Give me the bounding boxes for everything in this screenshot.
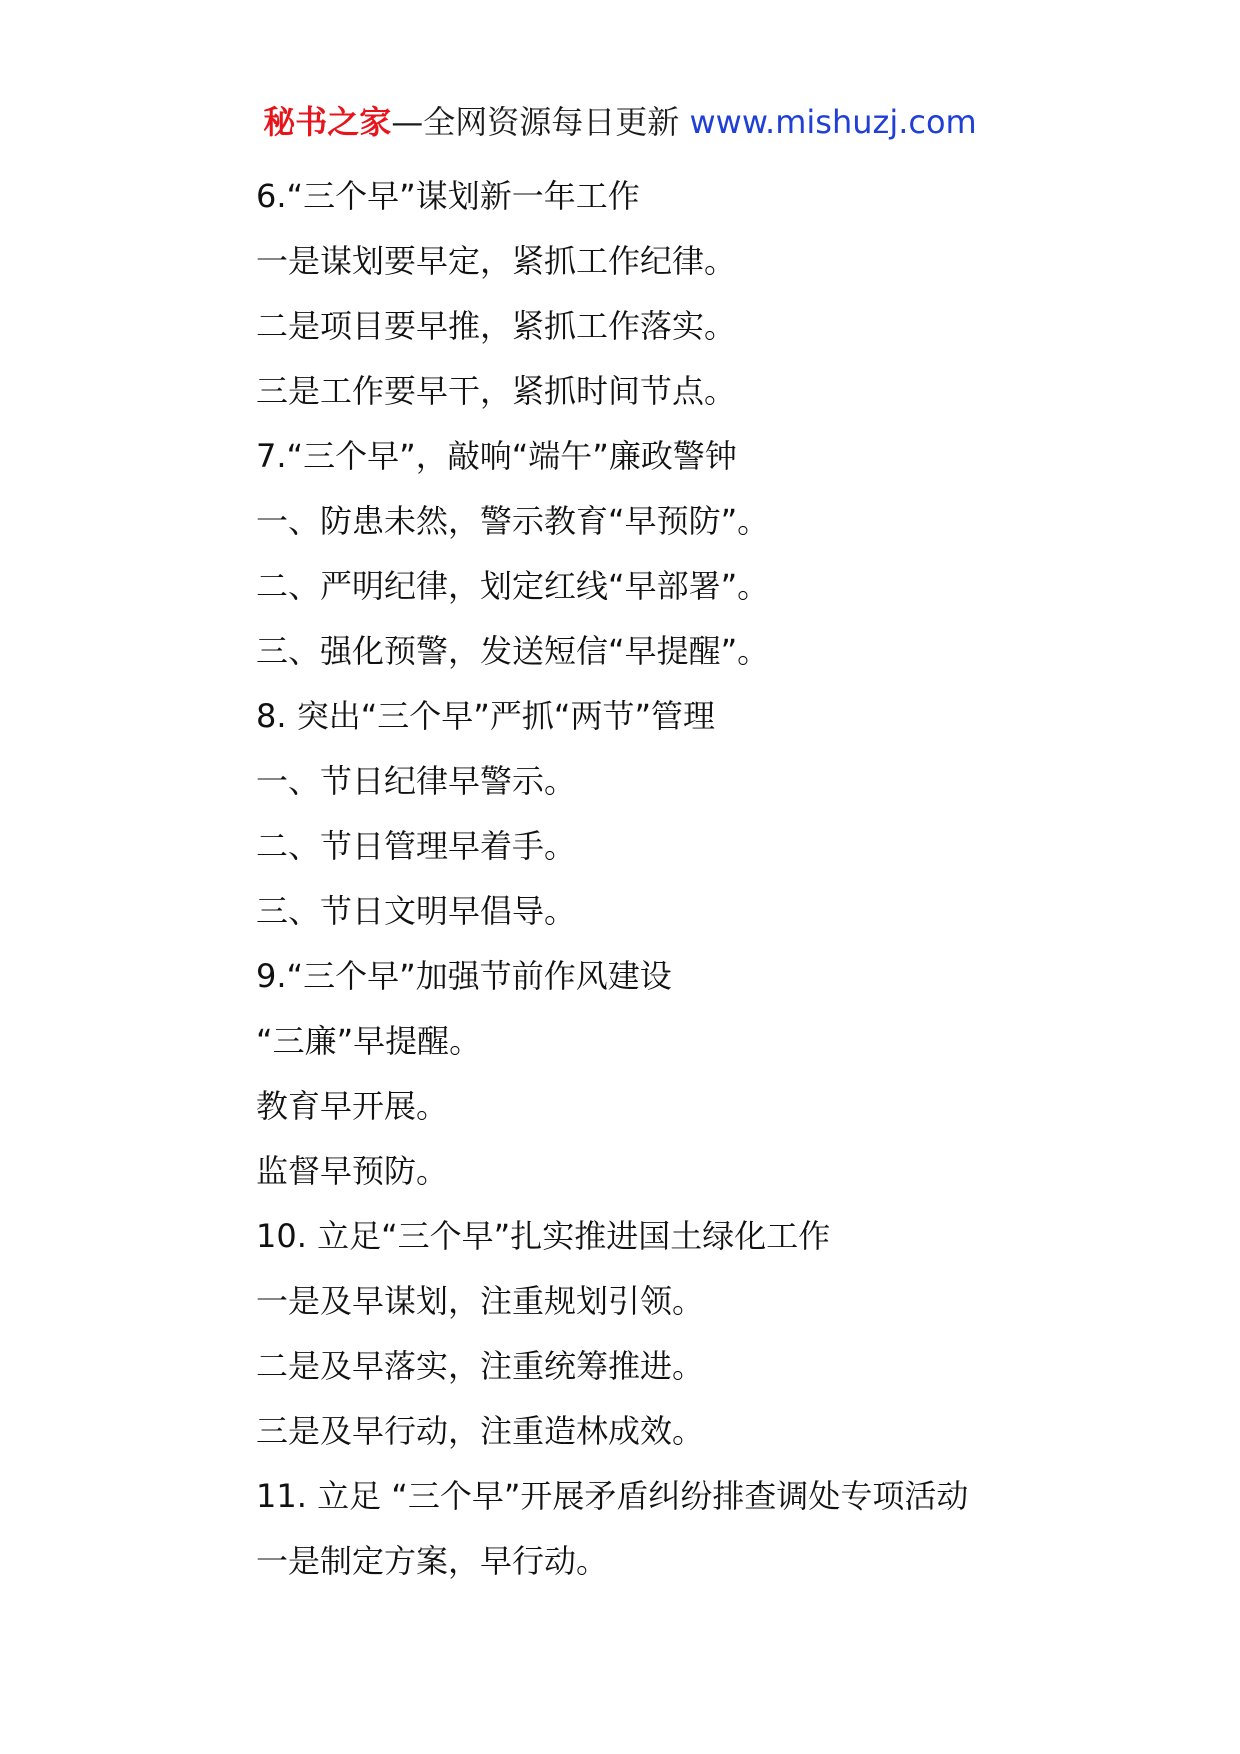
paragraph-line: “三廉”早提醒。 [256, 1022, 482, 1060]
paragraph-line: 一是制定方案，早行动。 [256, 1542, 609, 1580]
paragraph-line: 二、节日管理早着手。 [256, 827, 577, 865]
paragraph-line: 一是及早谋划，注重规划引领。 [256, 1282, 705, 1320]
section-heading-9: 9.“三个早”加强节前作风建设 [256, 957, 672, 995]
paragraph-line: 三是工作要早干，紧抓时间节点。 [256, 372, 737, 410]
paragraph-line: 二、严明纪律，划定红线“早部署”。 [256, 567, 770, 605]
section-heading-7: 7.“三个早”，敲响“端午”廉政警钟 [256, 437, 737, 475]
section-heading-8: 8. 突出“三个早”严抓“两节”管理 [256, 697, 716, 735]
section-heading-11: 11. 立足 “三个早”开展矛盾纠纷排查调处专项活动 [256, 1477, 969, 1515]
paragraph-line: 三、强化预警，发送短信“早提醒”。 [256, 632, 770, 670]
brand-name: 秘书之家 [263, 103, 392, 141]
paragraph-line: 监督早预防。 [256, 1152, 449, 1190]
header-tagline: —全网资源每日更新 [391, 103, 690, 141]
section-heading-6: 6.“三个早”谋划新一年工作 [256, 177, 640, 215]
paragraph-line: 三是及早行动，注重造林成效。 [256, 1412, 705, 1450]
section-heading-10: 10. 立足“三个早”扎实推进国土绿化工作 [256, 1217, 831, 1255]
document-body [256, 164, 1156, 1594]
paragraph-line: 一、防患未然，警示教育“早预防”。 [256, 502, 770, 540]
site-url-link[interactable]: www.mishuzj.com [689, 103, 977, 141]
paragraph-line: 一是谋划要早定，紧抓工作纪律。 [256, 242, 737, 280]
paragraph-line: 二是项目要早推，紧抓工作落实。 [256, 307, 737, 345]
page-header [0, 100, 1240, 144]
paragraph-line: 二是及早落实，注重统筹推进。 [256, 1347, 705, 1385]
paragraph-line: 三、节日文明早倡导。 [256, 892, 577, 930]
paragraph-line: 一、节日纪律早警示。 [256, 762, 577, 800]
paragraph-line: 教育早开展。 [256, 1087, 449, 1125]
